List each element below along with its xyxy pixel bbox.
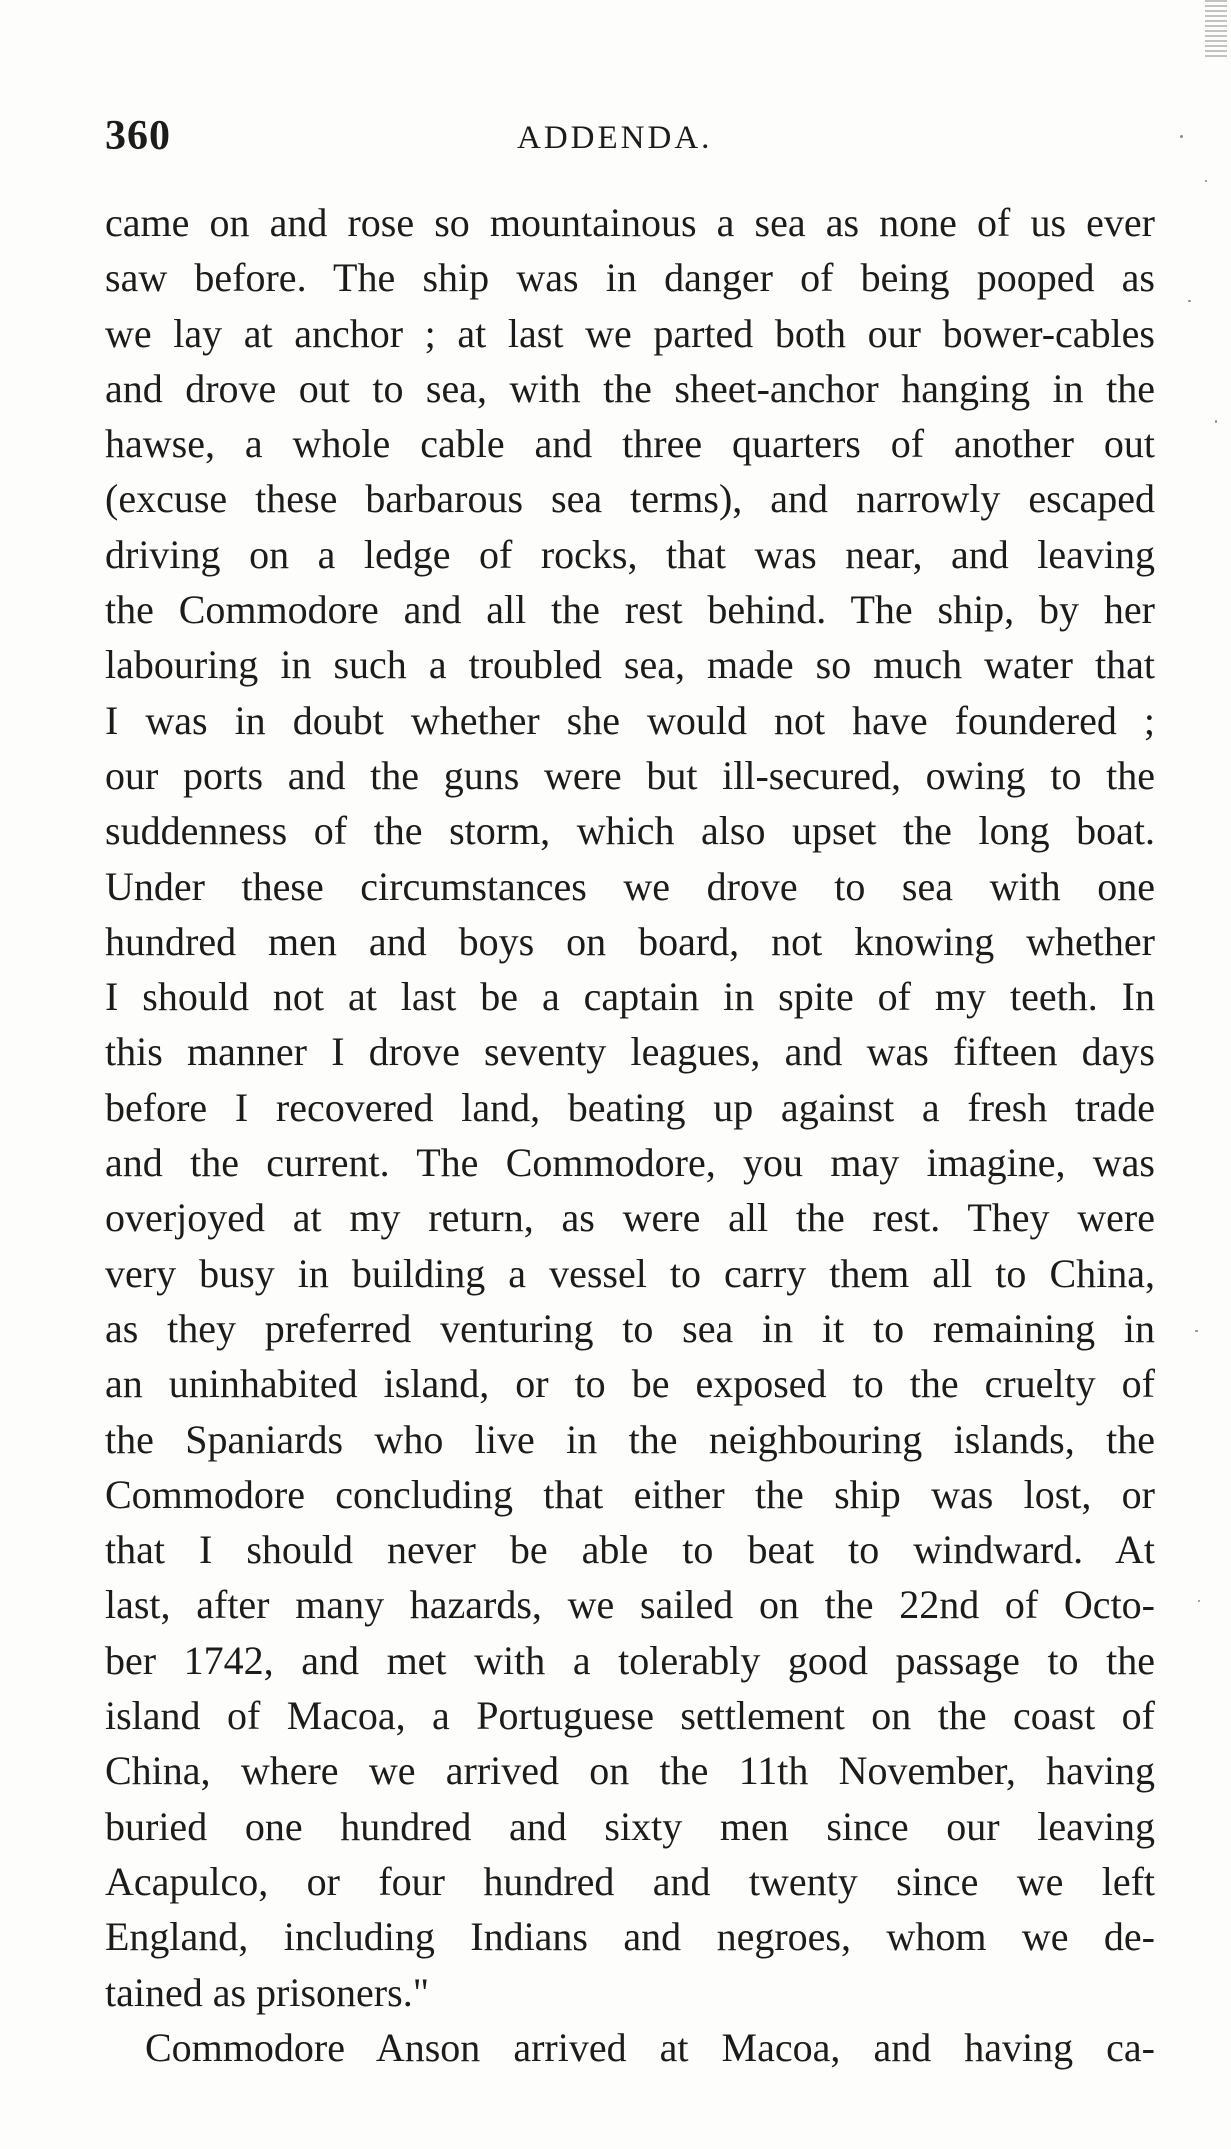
- page-header: [105, 112, 1155, 172]
- text-line: driving on a ledge of rocks, that was near, and leaving: [105, 531, 1155, 577]
- body-text: [105, 195, 1155, 2075]
- text-line: as they preferred venturing to sea in it to remaining in: [105, 1305, 1155, 1351]
- text-line: England, including Indians and negroes, whom we de-: [105, 1914, 1155, 1960]
- scan-speck: [1195, 1330, 1198, 1332]
- text-line: hundred men and boys on board, not knowing whether: [105, 918, 1155, 964]
- text-line: labouring in such a troubled sea, made so much water that: [105, 642, 1155, 688]
- paragraph-end-line: tained as prisoners.": [105, 1969, 430, 2015]
- scan-speck: [1188, 300, 1191, 302]
- scan-speck: [1215, 420, 1217, 423]
- text-line: China, where we arrived on the 11th November, having: [105, 1748, 1155, 1794]
- text-line: Acapulco, or four hundred and twenty since we left: [105, 1858, 1155, 1904]
- page-edge-scan-mark: [1205, 0, 1227, 60]
- text-line: ber 1742, and met with a tolerably good passage to the: [105, 1637, 1155, 1683]
- text-line: saw before. The ship was in danger of being pooped as: [105, 255, 1155, 301]
- text-line: Commodore concluding that either the ship was lost, or: [105, 1471, 1155, 1517]
- text-line: Under these circumstances we drove to sea with one: [105, 863, 1155, 909]
- text-line: that I should never be able to beat to windward. At: [105, 1527, 1155, 1573]
- text-line: last, after many hazards, we sailed on the 22nd of Octo-: [105, 1582, 1155, 1628]
- text-line: before I recovered land, beating up against a fresh trade: [105, 1084, 1155, 1130]
- running-head: ADDENDA.: [517, 120, 713, 156]
- text-line: and drove out to sea, with the sheet-anchor hanging in the: [105, 365, 1155, 411]
- paragraph-start-line: Commodore Anson arrived at Macoa, and having ca-: [145, 2024, 1155, 2070]
- text-line: we lay at anchor ; at last we parted both our bower-cables: [105, 310, 1155, 356]
- text-line: island of Macoa, a Portuguese settlement on the coast of: [105, 1693, 1155, 1739]
- text-line: and the current. The Commodore, you may imagine, was: [105, 1140, 1155, 1186]
- text-line: I should not at last be a captain in spite of my teeth. In: [105, 974, 1155, 1020]
- text-line: an uninhabited island, or to be exposed to the cruelty of: [105, 1361, 1155, 1407]
- scan-speck: [1205, 180, 1207, 182]
- text-line: buried one hundred and sixty men since our leaving: [105, 1803, 1155, 1849]
- text-line: the Commodore and all the rest behind. The ship, by her: [105, 587, 1155, 633]
- text-line: (excuse these barbarous sea terms), and narrowly escaped: [105, 476, 1155, 522]
- text-line: I was in doubt whether she would not have foundered ;: [105, 697, 1155, 743]
- scan-speck: [1198, 1600, 1200, 1602]
- text-line: very busy in building a vessel to carry them all to China,: [105, 1250, 1155, 1296]
- text-line: this manner I drove seventy leagues, and was fifteen days: [105, 1029, 1155, 1075]
- scan-speck: [1180, 135, 1183, 138]
- text-line: overjoyed at my return, as were all the rest. They were: [105, 1195, 1155, 1241]
- text-line: the Spaniards who live in the neighbouring islands, the: [105, 1416, 1155, 1462]
- page-number: 360: [105, 113, 171, 159]
- text-line: came on and rose so mountainous a sea as none of us ever: [105, 200, 1155, 245]
- text-line: our ports and the guns were but ill-secured, owing to the: [105, 752, 1155, 798]
- text-line: suddenness of the storm, which also upset the long boat.: [105, 808, 1155, 854]
- text-line: hawse, a whole cable and three quarters of another out: [105, 421, 1155, 467]
